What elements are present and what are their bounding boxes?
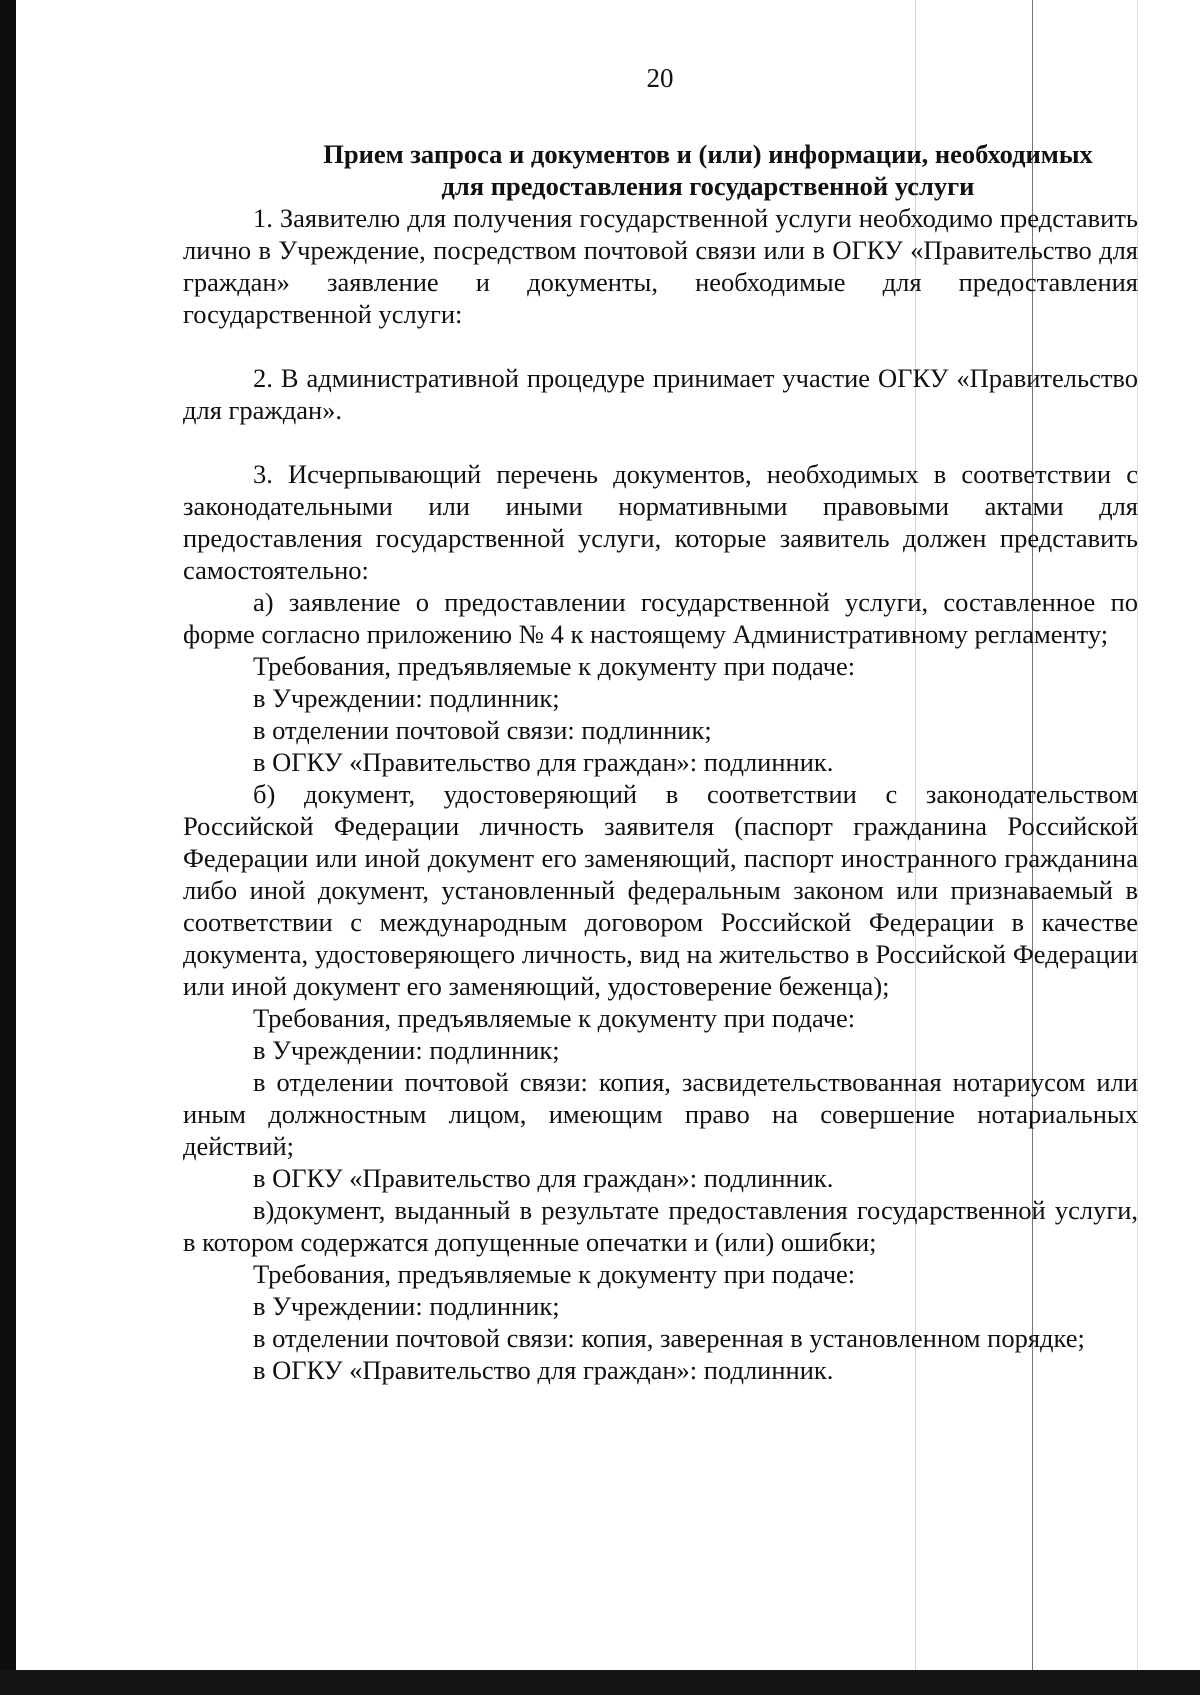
paragraph-gap (183, 330, 1138, 362)
item-a-requirement-1: в Учреждении: подлинник; (253, 683, 560, 713)
paragraph-3: 3. Исчерпывающий перечень документов, необходимых в соответствии с законодательными или иными нормативными правовыми актами для предоставления государственной услуги, которые заявитель должен представить самостоятельно: (183, 459, 1138, 585)
item-a-requirement-2: в отделении почтовой связи: подлинник; (253, 715, 712, 745)
item-c-requirements: Требования, предъявляемые к документу при подаче: (253, 1259, 856, 1289)
paragraph-gap (183, 426, 1138, 458)
item-a-requirement-3: в ОГКУ «Правительство для граждан»: подлинник. (253, 747, 834, 777)
item-b-requirement-1: в Учреждении: подлинник; (253, 1035, 560, 1065)
paragraph-2: 2. В административной процедуре принимает участие ОГКУ «Правительство для граждан». (183, 363, 1138, 425)
item-c-requirement-2: в отделении почтовой связи: копия, заверенная в установленном порядке; (253, 1323, 1085, 1353)
section-title-line-2: для предоставления государственной услуги (441, 171, 975, 201)
item-c-requirement-3: в ОГКУ «Правительство для граждан»: подлинник. (253, 1355, 834, 1385)
section-title-line-1: Прием запроса и документов и (или) информации, необходимых (323, 139, 1093, 169)
scan-bottom-border (0, 1670, 1200, 1695)
item-b-requirements: Требования, предъявляемые к документу при подаче: (253, 1003, 856, 1033)
item-a: а) заявление о предоставлении государственной услуги, составленное по форме согласно приложению № 4 к настоящему Административному регламенту; (183, 587, 1138, 649)
item-c-requirement-1: в Учреждении: подлинник; (253, 1291, 560, 1321)
page-number: 20 (646, 63, 674, 93)
scan-left-border (0, 0, 16, 1672)
item-c: в)документ, выданный в результате предоставления государственной услуги, в котором содержатся допущенные опечатки и (или) ошибки; (183, 1195, 1138, 1257)
item-b: б) документ, удостоверяющий в соответствии с законодательством Российской Федерации личность заявителя (паспорт гражданина Российской Федерации или иной документ его заменяющий, паспорт иностранного гражданина либо иной документ, установленный федеральным законом или признаваемый в соответствии с международным договором Российской Федерации в качестве документа, удостоверяющего личность, вид на жительство в Российской Федерации или иной документ его заменяющий, удостоверение беженца); (183, 779, 1138, 1001)
item-a-requirements: Требования, предъявляемые к документу при подаче: (253, 651, 856, 681)
item-b-requirement-3: в ОГКУ «Правительство для граждан»: подлинник. (253, 1163, 834, 1193)
document-body (183, 138, 1138, 1386)
paragraph-1: 1. Заявителю для получения государственной услуги необходимо представить лично в Учреждение, посредством почтовой связи или в ОГКУ «Правительство для граждан» заявление и документы, необходимые для предоставления государственной услуги: (183, 203, 1138, 329)
item-b-requirement-2: в отделении почтовой связи: копия, засвидетельствованная нотариусом или иным должностным лицом, имеющим право на совершение нотариальных действий; (183, 1067, 1138, 1161)
